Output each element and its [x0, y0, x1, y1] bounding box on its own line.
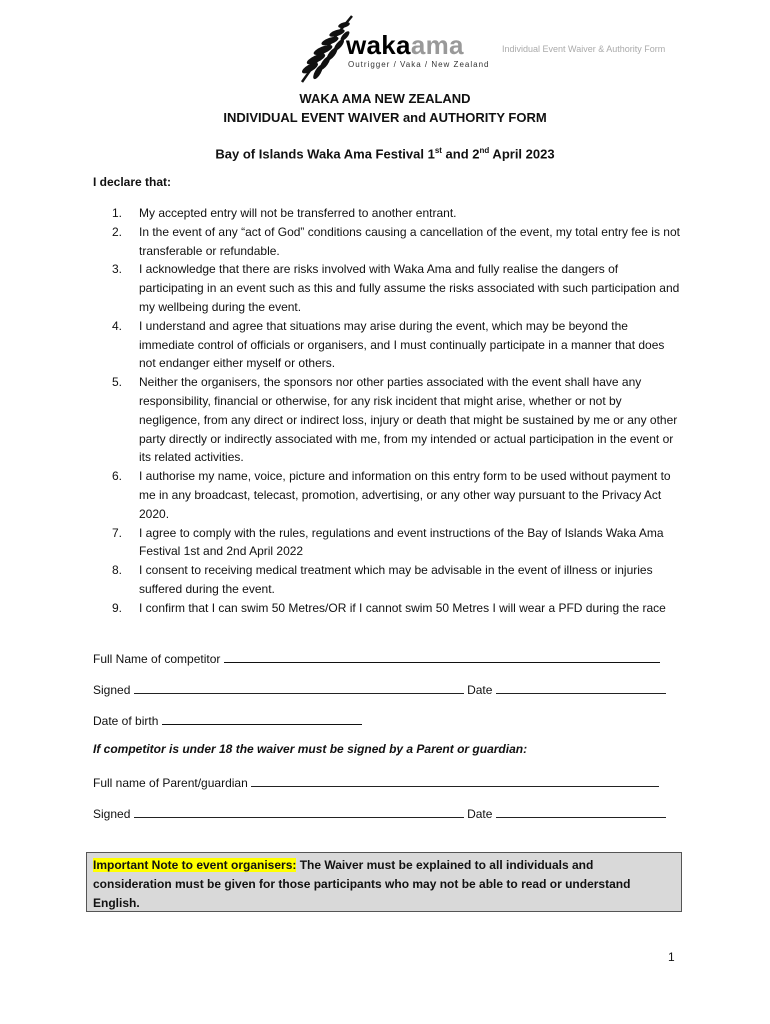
declare-heading: I declare that: [93, 175, 172, 189]
clause-item: 6. I authorise my name, voice, picture and information on this entry form to be used without payment to me in any broadcast, telecast, promotion, advertising, or any other way pursuant to the Privacy Act 2020. [112, 469, 671, 521]
clause-list [112, 204, 682, 618]
running-header: Individual Event Waiver & Authority Form [502, 44, 666, 54]
clause-item: 2. In the event of any “act of God” conditions causing a cancellation of the event, my total entry fee is not transferable or refundable. [112, 224, 680, 258]
guardian-signature-field[interactable] [134, 805, 464, 818]
signature-field[interactable] [134, 681, 464, 694]
guardian-name-row: Full name of Parent/guardian [93, 774, 659, 790]
clause-item: 7. I agree to comply with the rules, regulations and event instructions of the Bay of Islands Waka Ama Festival 1st and 2nd April 2022 [112, 525, 664, 559]
guardian-signed-row: Signed Date [93, 805, 666, 821]
clause-item: 1. My accepted entry will not be transferred to another entrant. [112, 206, 457, 220]
clause-item: 8. I consent to receiving medical treatment which may be advisable in the event of illness or injuries suffered during the event. [112, 563, 653, 596]
guardian-name-field[interactable] [251, 774, 659, 787]
dob-row: Date of birth [93, 712, 362, 728]
full-name-field[interactable] [224, 650, 660, 663]
note-highlight: Important Note to event organisers: [93, 858, 297, 872]
note-text: The Waiver must be explained to all individuals and consideration must be given for those participants who may not be able to read or understand English. [93, 858, 631, 910]
organiser-note [86, 852, 682, 912]
clause-item: 3. I acknowledge that there are risks involved with Waka Ama and fully realise the dangers of participating in an event such as this and fully assume the risks associated with such participation and my wellbeing during the event. [112, 262, 680, 314]
full-name-row: Full Name of competitor [93, 650, 660, 666]
clause-item: 9. I confirm that I can swim 50 Metres/OR if I cannot swim 50 Metres I will wear a PFD during the race [112, 600, 666, 615]
date-field[interactable] [496, 681, 666, 694]
org-title: WAKA AMA NEW ZEALAND [299, 91, 471, 106]
event-title: Bay of Islands Waka Ama Festival 1st and 2nd April 2023 [215, 146, 555, 162]
logo-tagline: Outrigger / Vaka / New Zealand [348, 60, 490, 69]
guardian-note: If competitor is under 18 the waiver must be signed by a Parent or guardian: [93, 742, 528, 756]
page-number: 1 [668, 950, 675, 964]
guardian-date-field[interactable] [496, 805, 666, 818]
waka-ama-logo [296, 14, 490, 86]
dob-field[interactable] [162, 712, 362, 725]
logo-wordmark: wakaama [346, 30, 464, 60]
form-title: INDIVIDUAL EVENT WAIVER and AUTHORITY FORM [223, 110, 547, 125]
clause-item: 4. I understand and agree that situations may arise during the event, which may be beyond the immediate control of officials or organisers, and I must continually participate in a manner that does not endanger either myself or others. [112, 318, 665, 371]
signed-row: Signed Date [93, 681, 666, 697]
clause-item: 5. Neither the organisers, the sponsors nor other parties associated with the event shall have any responsibility, financial or otherwise, for any risk incident that might arise, whether or not by negligence, from any direct or indirect loss, injury or death that might be sustained by me or any other party directly or indirectly associated with me, from my intended or actual participation in the event or its related activities. [112, 375, 678, 465]
